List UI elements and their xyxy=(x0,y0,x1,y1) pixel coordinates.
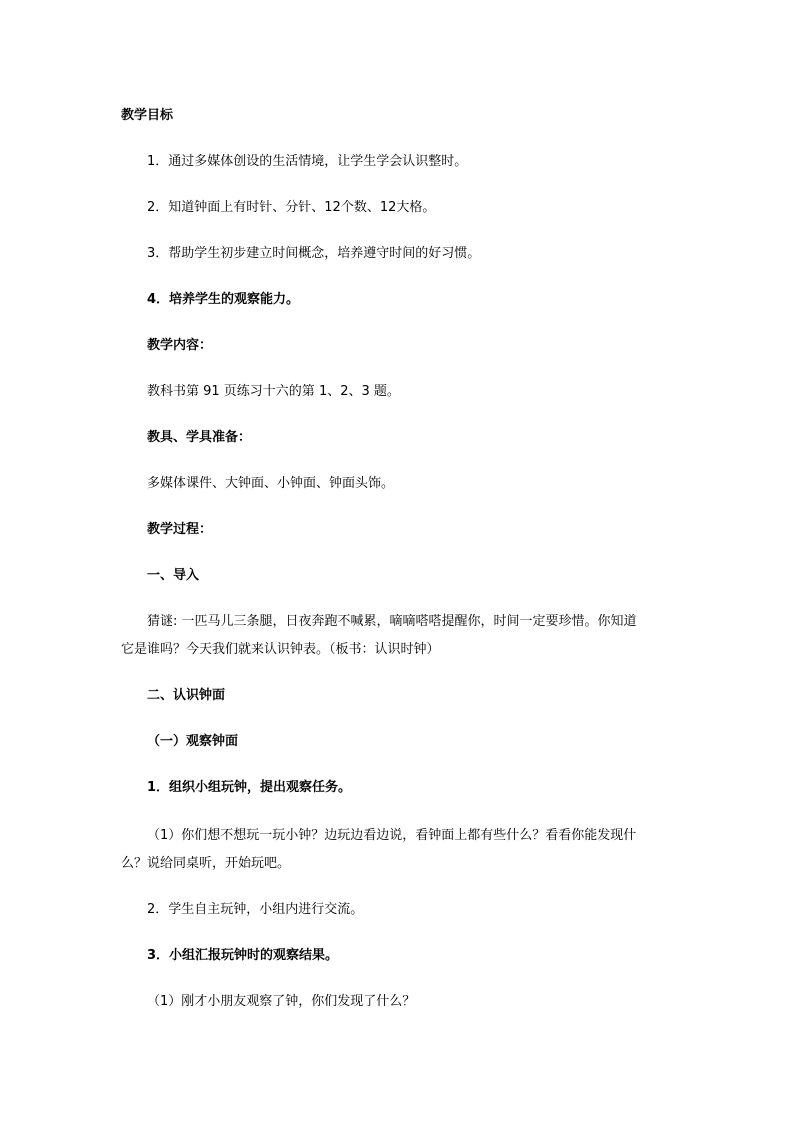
goal-4: 4．培养学生的观察能力。 xyxy=(147,292,300,307)
step3-detail: （1）刚才小朋友观察了钟，你们发现了什么？ xyxy=(147,994,416,1009)
riddle-line-2: 它是谁吗？今天我们就来认识钟表。（板书：认识时钟） xyxy=(121,642,440,657)
prep-text: 多媒体课件、大钟面、小钟面、钟面头饰。 xyxy=(147,476,395,491)
goal-3: 3．帮助学生初步建立时间概念，培养遵守时间的好习惯。 xyxy=(147,246,481,261)
goal-1: 1．通过多媒体创设的生活情境，让学生学会认识整时。 xyxy=(147,154,468,169)
heading-teaching-goals: 教学目标 xyxy=(121,108,174,123)
content-text: 教科书第 91 页练习十六的第 1、2、3 题。 xyxy=(147,384,400,399)
riddle-line-1: 猜谜: 一匹马儿三条腿，日夜奔跑不喊累，嘀嘀嗒嗒提醒你，时间一定要珍惜。你知道 xyxy=(147,614,637,629)
step1-detail-line-2: 么？说给同桌听，开始玩吧。 xyxy=(121,856,291,871)
step-1: 1．组织小组玩钟，提出观察任务。 xyxy=(147,780,352,795)
prep-label: 教具、学具准备： xyxy=(147,430,252,445)
step-2: 2．学生自主玩钟，小组内进行交流。 xyxy=(147,902,364,917)
subsection1-title: （一）观察钟面 xyxy=(147,734,239,749)
section2-title: 二、认识钟面 xyxy=(147,688,226,703)
step1-detail-line-1: （1）你们想不想玩一玩小钟？边玩边看边说，看钟面上都有些什么？看看你能发现什 xyxy=(147,828,637,843)
goal-2: 2．知道钟面上有时针、分针、12个数、12大格。 xyxy=(147,200,436,215)
section1-title: 一、导入 xyxy=(147,568,200,583)
content-label: 教学内容： xyxy=(147,338,213,353)
process-label: 教学过程： xyxy=(147,522,213,537)
step-3: 3．小组汇报玩钟时的观察结果。 xyxy=(147,948,339,963)
